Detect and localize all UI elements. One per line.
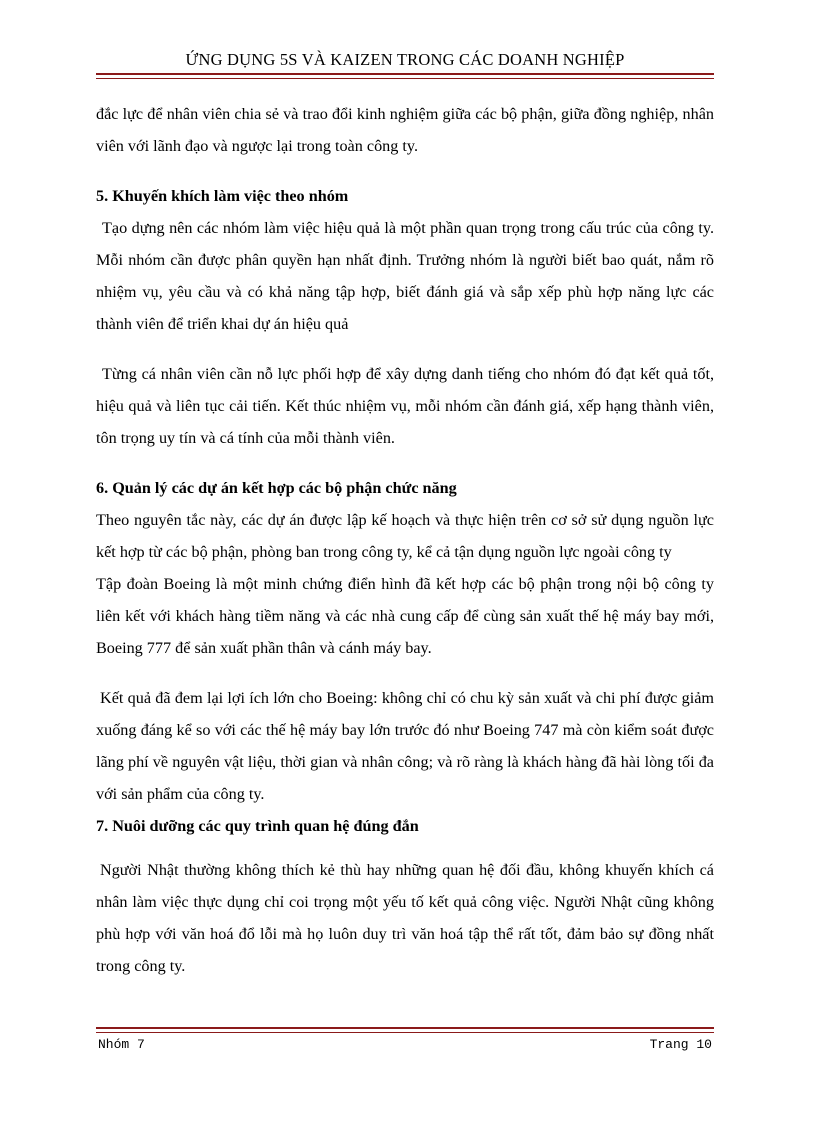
- footer-group-label: Nhóm 7: [98, 1037, 145, 1052]
- paragraph-7: Người Nhật thường không thích kẻ thù hay những quan hệ đối đầu, không khuyến khích cá nhân làm việc thực dụng chỉ coi trọng một yếu tố kết quả công việc. Người Nhật cũng không phù hợp với văn hoá đổ lỗi mà họ luôn duy trì văn hoá tập thể rất tốt, đảm bảo sự đồng nhất trong công ty.: [96, 861, 714, 975]
- paragraph-5a: Tạo dựng nên các nhóm làm việc hiệu quả là một phần quan trọng trong cấu trúc của công ty. Mỗi nhóm cần được phân quyền hạn nhất định. Trưởng nhóm là người biết bao quát, nắm rõ nhiệm vụ, yêu cầu và có khả năng tập hợp, biết đánh giá và sắp xếp phù hợp năng lực các thành viên để triển khai dự án hiệu quả: [96, 219, 714, 333]
- paragraph-6b: Tập đoàn Boeing là một minh chứng điển hình đã kết hợp các bộ phận trong nội bộ công ty liên kết với khách hàng tiềm năng và các nhà cung cấp để cùng sản xuất thế hệ máy bay mới, Boeing 777 để sản xuất phần thân và cánh máy bay.: [96, 575, 714, 657]
- heading-section-6: 6. Quản lý các dự án kết hợp các bộ phận chức năng: [96, 479, 457, 497]
- header-rule-thick: [96, 73, 714, 75]
- heading-section-5: 5. Khuyến khích làm việc theo nhóm: [96, 187, 349, 205]
- page-content: [96, 98, 714, 982]
- footer-rule-thick: [96, 1027, 714, 1029]
- header-title: ỨNG DỤNG 5S VÀ KAIZEN TRONG CÁC DOANH NGHIỆP: [185, 50, 625, 69]
- footer-rule-thin: [96, 1032, 714, 1033]
- paragraph-6a: Theo nguyên tắc này, các dự án được lập kế hoạch và thực hiện trên cơ sở sử dụng nguồn lực kết hợp từ các bộ phận, phòng ban trong công ty, kể cả tận dụng nguồn lực ngoài công ty: [96, 511, 714, 561]
- paragraph-5b: Từng cá nhân viên cần nỗ lực phối hợp để xây dựng danh tiếng cho nhóm đó đạt kết quả tốt, hiệu quả và liên tục cải tiến. Kết thúc nhiệm vụ, mỗi nhóm cần đánh giá, xếp hạng thành viên, tôn trọng uy tín và cá tính của mỗi thành viên.: [96, 365, 714, 447]
- header-rule-thin: [96, 78, 714, 79]
- paragraph-6c: Kết quả đã đem lại lợi ích lớn cho Boeing: không chỉ có chu kỳ sản xuất và chi phí được giảm xuống đáng kể so với các thế hệ máy bay lớn trước đó như Boeing 747 mà còn kiểm soát được lãng phí về nguyên vật liệu, thời gian và nhân công; và rõ ràng là khách hàng đã hài lòng tối đa với sản phẩm của công ty.: [96, 689, 714, 803]
- paragraph-intro: đắc lực để nhân viên chia sẻ và trao đổi kinh nghiệm giữa các bộ phận, giữa đồng nghiệp, nhân viên với lãnh đạo và ngược lại trong toàn công ty.: [96, 105, 714, 155]
- heading-section-7: 7. Nuôi dưỡng các quy trình quan hệ đúng đắn: [96, 817, 419, 835]
- footer-page-number: Trang 10: [649, 1037, 712, 1052]
